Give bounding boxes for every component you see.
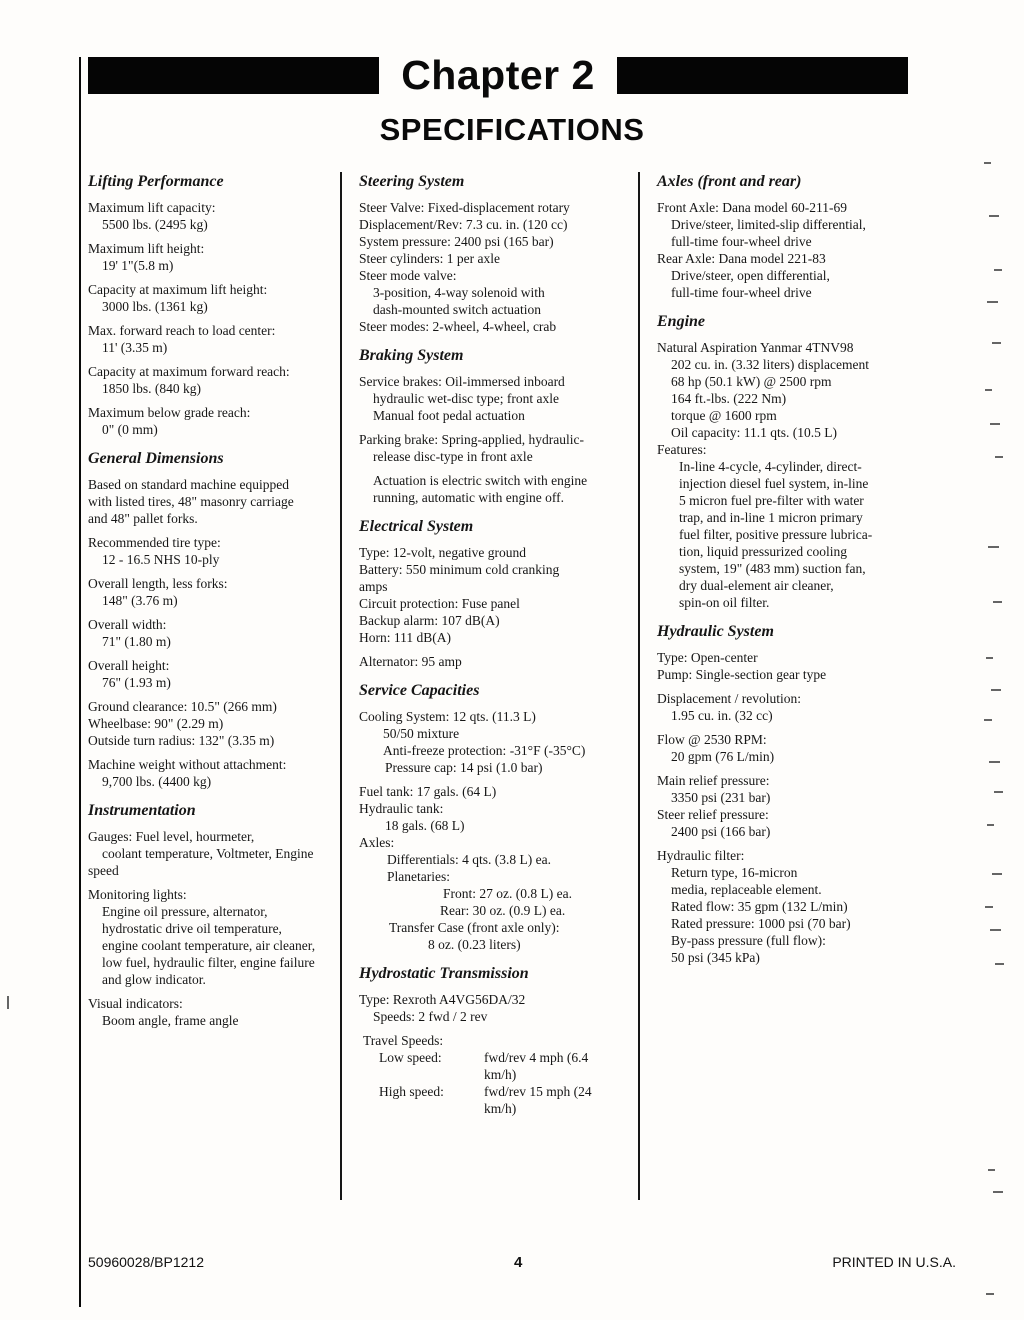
spec-line: 9,700 lbs. (4400 kg) xyxy=(102,774,212,789)
spec-line: Service brakes: Oil-immersed inboard xyxy=(359,374,565,389)
chapter-title: Chapter 2 xyxy=(401,52,595,98)
spec-line: Recommended tire type: xyxy=(88,535,221,550)
spec-entry xyxy=(359,708,638,776)
scan-artifact-dash xyxy=(994,791,1003,793)
spec-line: 3-position, 4-way solenoid with xyxy=(373,285,545,300)
spec-line: injection diesel fuel system, in-line xyxy=(679,476,869,491)
scan-artifact-dash xyxy=(993,1191,1003,1193)
spec-entry xyxy=(359,653,638,670)
spec-line: coolant temperature, Voltmeter, Engine xyxy=(102,846,314,861)
spec-entry xyxy=(88,657,340,691)
spec-line: Alternator: 95 amp xyxy=(359,654,462,669)
spec-line: Steer mode valve: xyxy=(359,268,457,283)
spec-line: Type: Rexroth A4VG56DA/32 xyxy=(359,992,526,1007)
spec-line: 19' 1"(5.8 m) xyxy=(102,258,174,273)
spec-line: 0" (0 mm) xyxy=(102,422,158,437)
spec-columns xyxy=(88,172,924,1200)
scan-artifact-dash xyxy=(995,963,1004,965)
spec-line: spin-on oil filter. xyxy=(679,595,770,610)
spec-line: Actuation is electric switch with engine xyxy=(373,473,588,488)
spec-line: Wheelbase: 90" (2.29 m) xyxy=(88,716,224,731)
spec-line: 68 hp (50.1 kW) @ 2500 rpm xyxy=(671,374,832,389)
spec-line: Features: xyxy=(657,442,707,457)
spec-line: 3350 psi (231 bar) xyxy=(671,790,771,805)
spec-entry xyxy=(88,476,340,527)
spec-line: amps xyxy=(359,579,388,594)
spec-line: Drive/steer, open differential, xyxy=(671,268,830,283)
spec-line: full-time four-wheel drive xyxy=(671,234,812,249)
spec-line: Steer cylinders: 1 per axle xyxy=(359,251,500,266)
section-heading: Steering System xyxy=(359,173,465,190)
scan-artifact-dash xyxy=(990,423,1000,425)
spec-line: Pump: Single-section gear type xyxy=(657,667,827,682)
scan-artifact-dash xyxy=(985,906,993,908)
spec-column-axles xyxy=(638,172,924,1200)
spec-line: Differentials: 4 qts. (3.8 L) ea. xyxy=(387,852,551,867)
scan-artifact-dash xyxy=(991,689,1001,691)
spec-entry xyxy=(359,431,638,465)
scan-artifact-dash xyxy=(984,719,992,721)
scan-artifact-dash xyxy=(987,301,998,303)
spec-line: High speed: fwd/rev 15 mph (24 xyxy=(379,1084,592,1099)
spec-line: Boom angle, frame angle xyxy=(102,1013,239,1028)
spec-line: torque @ 1600 rpm xyxy=(671,408,777,423)
spec-line: Overall height: xyxy=(88,658,170,673)
spec-line: Type: 12-volt, negative ground xyxy=(359,545,527,560)
spec-line: Axles: xyxy=(359,835,395,850)
spec-line: fuel filter, positive pressure lubrica- xyxy=(679,527,873,542)
spec-line: tion, liquid pressurized cooling xyxy=(679,544,847,559)
spec-line: Oil capacity: 11.1 qts. (10.5 L) xyxy=(671,425,837,440)
spec-line: Backup alarm: 107 dB(A) xyxy=(359,613,500,628)
spec-line: Steer Valve: Fixed-displacement rotary xyxy=(359,200,570,215)
spec-line: 50/50 mixture xyxy=(383,726,460,741)
spec-line: Cooling System: 12 qts. (11.3 L) xyxy=(359,709,536,724)
spec-line: 2400 psi (166 bar) xyxy=(671,824,771,839)
spec-line: Front: 27 oz. (0.8 L) ea. xyxy=(443,886,572,901)
spec-line: trap, and in-line 1 micron primary xyxy=(679,510,863,525)
spec-line: By-pass pressure (full flow): xyxy=(671,933,826,948)
spec-entry xyxy=(657,649,924,683)
spec-entry xyxy=(657,772,924,840)
spec-line: Displacement / revolution: xyxy=(657,691,801,706)
spec-line: Engine oil pressure, alternator, xyxy=(102,904,268,919)
spec-entry xyxy=(657,847,924,966)
spec-line: 164 ft.-lbs. (222 Nm) xyxy=(671,391,787,406)
spec-line: 12 - 16.5 NHS 10-ply xyxy=(102,552,220,567)
spec-entry xyxy=(88,363,340,397)
chapter-header xyxy=(88,52,908,98)
spec-entry xyxy=(359,783,638,953)
spec-line: Front Axle: Dana model 60-211-69 xyxy=(657,200,847,215)
page-footer xyxy=(88,1254,956,1271)
spec-line: Displacement/Rev: 7.3 cu. in. (120 cc) xyxy=(359,217,568,232)
spec-line: dry dual-element air cleaner, xyxy=(679,578,834,593)
spec-entry xyxy=(359,1032,638,1117)
page-title: SPECIFICATIONS xyxy=(379,112,645,147)
spec-line: speed xyxy=(88,863,119,878)
scan-artifact-dash xyxy=(986,1293,994,1295)
spec-line: Main relief pressure: xyxy=(657,773,770,788)
spec-line: hydrostatic drive oil temperature, xyxy=(102,921,282,936)
spec-line: Low speed: fwd/rev 4 mph (6.4 xyxy=(379,1050,589,1065)
spec-entry xyxy=(88,828,340,879)
spec-entry xyxy=(88,575,340,609)
spec-line: Max. forward reach to load center: xyxy=(88,323,276,338)
spec-entry xyxy=(88,322,340,356)
spec-line: with listed tires, 48" masonry carriage xyxy=(88,494,294,509)
spec-entry xyxy=(657,731,924,765)
spec-line: system, 19" (483 mm) suction fan, xyxy=(679,561,866,576)
spec-line: System pressure: 2400 psi (165 bar) xyxy=(359,234,554,249)
scan-artifact-dash xyxy=(984,162,991,164)
spec-line: Natural Aspiration Yanmar 4TNV98 xyxy=(657,340,854,355)
scan-artifact-dash xyxy=(987,824,994,826)
spec-line: Rear: 30 oz. (0.9 L) ea. xyxy=(440,903,566,918)
spec-line: Overall width: xyxy=(88,617,167,632)
spec-line: Anti-freeze protection: -31°F (-35°C) xyxy=(383,743,586,758)
scan-artifact-dash xyxy=(990,929,1001,931)
scan-artifact-dash xyxy=(985,389,992,391)
scan-artifact-dash xyxy=(994,269,1002,271)
spec-line: Maximum lift height: xyxy=(88,241,205,256)
spec-line: Pressure cap: 14 psi (1.0 bar) xyxy=(385,760,543,775)
spec-entry xyxy=(359,991,638,1025)
section-heading: Axles (front and rear) xyxy=(657,173,802,190)
page-edge-rule xyxy=(79,57,81,1307)
spec-entry xyxy=(657,199,924,301)
spec-line: Flow @ 2530 RPM: xyxy=(657,732,767,747)
spec-line: Rated flow: 35 gpm (132 L/min) xyxy=(671,899,848,914)
scan-artifact-dash xyxy=(986,657,993,659)
spec-line: 11' (3.35 m) xyxy=(102,340,168,355)
spec-line: In-line 4-cycle, 4-cylinder, direct- xyxy=(679,459,862,474)
spec-column-steering xyxy=(340,172,638,1200)
section-heading: Lifting Performance xyxy=(88,173,224,190)
spec-line: Outside turn radius: 132" (3.35 m) xyxy=(88,733,275,748)
section-heading: Instrumentation xyxy=(88,802,196,819)
spec-entry xyxy=(88,281,340,315)
spec-line: Gauges: Fuel level, hourmeter, xyxy=(88,829,255,844)
spec-line: Maximum below grade reach: xyxy=(88,405,251,420)
document-number: 50960028/BP1212 xyxy=(88,1254,204,1270)
section-heading: General Dimensions xyxy=(88,450,224,467)
section-heading: Electrical System xyxy=(359,518,474,535)
spec-line: Capacity at maximum lift height: xyxy=(88,282,268,297)
spec-line: 3000 lbs. (1361 kg) xyxy=(102,299,208,314)
spec-line-value: fwd/rev 4 mph (6.4 xyxy=(484,1050,589,1065)
spec-entry xyxy=(88,995,340,1029)
section-heading: Service Capacities xyxy=(359,682,480,699)
spec-line: media, replaceable element. xyxy=(671,882,822,897)
spec-line: 1850 lbs. (840 kg) xyxy=(102,381,201,396)
spec-entry xyxy=(88,886,340,988)
spec-line: Rear Axle: Dana model 221-83 xyxy=(657,251,826,266)
spec-line: km/h) xyxy=(484,1101,517,1116)
spec-line: Fuel tank: 17 gals. (64 L) xyxy=(359,784,497,799)
spec-line: Monitoring lights: xyxy=(88,887,187,902)
scan-artifact-dash xyxy=(988,1169,995,1171)
spec-entry xyxy=(359,373,638,424)
section-heading: Hydraulic System xyxy=(657,623,774,640)
spec-line: Speeds: 2 fwd / 2 rev xyxy=(373,1009,488,1024)
spec-entry xyxy=(657,339,924,611)
spec-line: Overall length, less forks: xyxy=(88,576,228,591)
scan-artifact-dash xyxy=(988,546,999,548)
spec-line: and glow indicator. xyxy=(102,972,206,987)
scan-artifact-dash xyxy=(995,456,1003,458)
spec-line: Planetaries: xyxy=(387,869,450,884)
spec-line: Horn: 111 dB(A) xyxy=(359,630,451,645)
section-heading: Hydrostatic Transmission xyxy=(359,965,529,982)
spec-line: Visual indicators: xyxy=(88,996,183,1011)
spec-entry xyxy=(88,698,340,749)
section-heading: Braking System xyxy=(359,347,464,364)
spec-line: Capacity at maximum forward reach: xyxy=(88,364,290,379)
spec-line: and 48" pallet forks. xyxy=(88,511,198,526)
spec-line: 71" (1.80 m) xyxy=(102,634,171,649)
spec-line: 20 gpm (76 L/min) xyxy=(671,749,775,764)
header-bar-right xyxy=(617,57,908,94)
spec-line: 1.95 cu. in. (32 cc) xyxy=(671,708,773,723)
page-number: 4 xyxy=(513,1254,523,1271)
spec-entry xyxy=(88,404,340,438)
spec-line: Circuit protection: Fuse panel xyxy=(359,596,520,611)
spec-entry xyxy=(359,472,638,506)
scan-artifact-dash xyxy=(992,873,1002,875)
spec-line: 18 gals. (68 L) xyxy=(385,818,465,833)
spec-line: Ground clearance: 10.5" (266 mm) xyxy=(88,699,277,714)
spec-entry xyxy=(359,544,638,646)
spec-line: Parking brake: Spring-applied, hydraulic- xyxy=(359,432,584,447)
spec-line: Maximum lift capacity: xyxy=(88,200,216,215)
section-heading: Engine xyxy=(657,313,706,330)
spec-line: 76" (1.93 m) xyxy=(102,675,171,690)
header-bar-left xyxy=(88,57,379,94)
spec-line: hydraulic wet-disc type; front axle xyxy=(373,391,559,406)
spec-line: release disc-type in front axle xyxy=(373,449,533,464)
spec-line: 8 oz. (0.23 liters) xyxy=(428,937,521,952)
scan-artifact-dash xyxy=(992,342,1001,344)
spec-line: km/h) xyxy=(484,1067,517,1082)
spec-line: dash-mounted switch actuation xyxy=(373,302,541,317)
spec-entry xyxy=(657,690,924,724)
spec-line: 148" (3.76 m) xyxy=(102,593,178,608)
spec-line: Manual foot pedal actuation xyxy=(373,408,525,423)
spec-entry xyxy=(88,240,340,274)
spec-line: Type: Open-center xyxy=(657,650,758,665)
spec-line: Hydraulic filter: xyxy=(657,848,745,863)
spec-entry xyxy=(88,756,340,790)
spec-line: full-time four-wheel drive xyxy=(671,285,812,300)
scan-artifact-dash xyxy=(989,761,1000,763)
spec-line: Drive/steer, limited-slip differential, xyxy=(671,217,866,232)
spec-line: Rated pressure: 1000 psi (70 bar) xyxy=(671,916,851,931)
spec-line: Machine weight without attachment: xyxy=(88,757,287,772)
spec-line: Battery: 550 minimum cold cranking xyxy=(359,562,560,577)
printed-in-label: PRINTED IN U.S.A. xyxy=(832,1254,956,1270)
spec-line: engine coolant temperature, air cleaner, xyxy=(102,938,316,953)
spec-line: 5 micron fuel pre-filter with water xyxy=(679,493,864,508)
spec-line: Steer relief pressure: xyxy=(657,807,769,822)
spec-entry xyxy=(359,199,638,335)
spec-entry xyxy=(88,534,340,568)
spec-line: 202 cu. in. (3.32 liters) displacement xyxy=(671,357,869,372)
spec-entry xyxy=(88,199,340,233)
spec-column-lifting xyxy=(88,172,340,1200)
spec-entry xyxy=(88,616,340,650)
spec-line: Steer modes: 2-wheel, 4-wheel, crab xyxy=(359,319,557,334)
scan-artifact-dash xyxy=(993,601,1002,603)
scan-artifact-tick xyxy=(7,996,9,1009)
spec-line: Transfer Case (front axle only): xyxy=(389,920,560,935)
spec-line: Hydraulic tank: xyxy=(359,801,444,816)
scan-artifact-dash xyxy=(989,215,999,217)
spec-line: Travel Speeds: xyxy=(363,1033,444,1048)
spec-line: Return type, 16-micron xyxy=(671,865,798,880)
spec-line: 5500 lbs. (2495 kg) xyxy=(102,217,208,232)
spec-line-value: fwd/rev 15 mph (24 xyxy=(484,1084,592,1099)
spec-line: Based on standard machine equipped xyxy=(88,477,289,492)
spec-line: running, automatic with engine off. xyxy=(373,490,564,505)
spec-line: low fuel, hydraulic filter, engine failure xyxy=(102,955,315,970)
spec-line: 50 psi (345 kPa) xyxy=(671,950,760,965)
